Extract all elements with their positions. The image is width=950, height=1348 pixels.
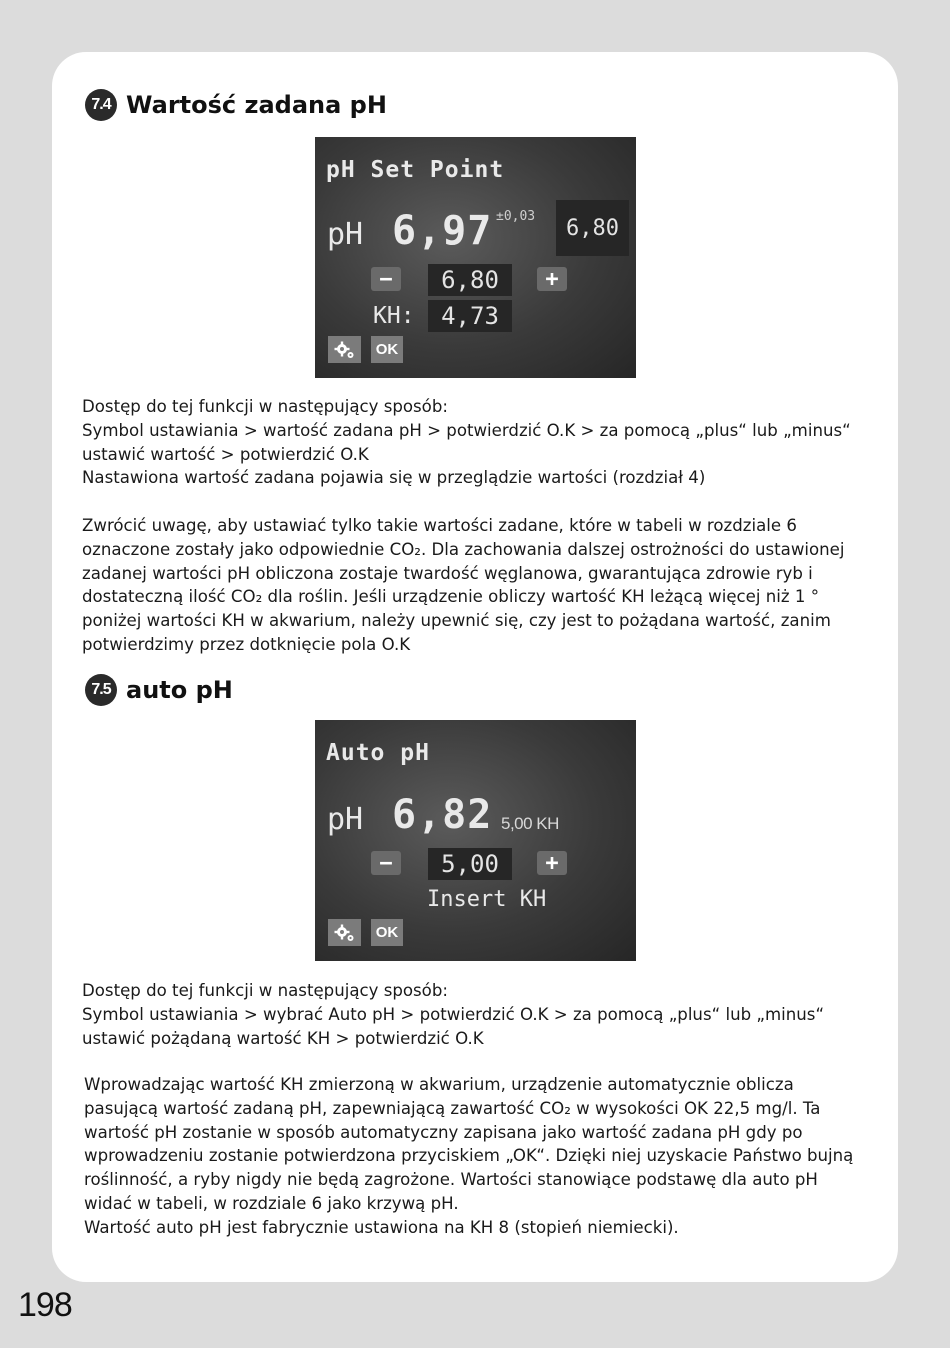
text-line: Nastawiona wartość zadana pojawia się w przeglądzie wartości (rozdział 4) <box>82 468 706 488</box>
note-paragraph <box>82 514 845 657</box>
plus-button[interactable]: + <box>537 267 567 291</box>
ok-button[interactable]: OK <box>371 336 403 363</box>
kh-label: KH: <box>373 303 415 329</box>
ph-set-point-screen <box>315 137 636 378</box>
section-number-badge: 7.4 <box>85 89 117 121</box>
text-line: zadanej wartości pH obliczona zostaje twardość węglanowa, gwarantująca zdrowie ryb i <box>82 563 813 583</box>
section-heading-7-4 <box>85 89 387 121</box>
text-line: wartość pH zostanie w sposób automatyczny zapisana jako wartość zadana pH gdy po <box>84 1122 803 1142</box>
text-line: Dostęp do tej funkcji w następujący sposób: <box>82 397 448 416</box>
text-line: wprowadzeniu zostanie potwierdzona przyciskiem „OK“. Dzięki niej uzyskacie Państwo bujną <box>84 1146 854 1166</box>
section-title: Wartość zadana pH <box>126 91 387 119</box>
setpoint-value: 6,80 <box>428 264 512 296</box>
text-line: potwierdzimy przez dotknięcie pola O.K <box>82 634 411 654</box>
access-instructions-paragraph <box>82 979 824 1050</box>
plus-button[interactable]: + <box>537 851 567 875</box>
ph-value: 6,97 <box>392 208 493 254</box>
gear-icon <box>334 340 356 360</box>
text-line: Zwrócić uwagę, aby ustawiać tylko takie wartości zadane, które w tabeli w rozdziale 6 <box>82 516 797 535</box>
kh-display: 5,00 KH <box>501 814 559 833</box>
target-value-display: 6,80 <box>556 200 629 256</box>
text-line: Wartość auto pH jest fabrycznie ustawiona na KH 8 (stopień niemiecki). <box>84 1217 679 1237</box>
auto-ph-screen <box>315 720 636 961</box>
minus-button[interactable]: − <box>371 851 401 875</box>
kh-value: 4,73 <box>428 300 512 332</box>
ph-label: pH <box>327 217 364 252</box>
description-paragraph <box>84 1073 853 1240</box>
minus-button[interactable]: − <box>371 267 401 291</box>
tolerance-label: ±0,03 <box>496 209 536 224</box>
section-title: auto pH <box>126 676 233 704</box>
ph-label: pH <box>327 802 364 837</box>
text-line: dostateczną ilość CO₂ dla roślin. Jeśli urządzenie obliczy wartość KH leżącą więcej niż 1 ° <box>82 587 820 607</box>
text-line: pasującą wartość zadaną pH, zapewniającą zawartość CO₂ w wysokości OK 22,5 mg/l. Ta <box>84 1098 821 1118</box>
page-number: 198 <box>18 1286 72 1324</box>
text-line: oznaczone zostały jako odpowiednie CO₂. Dla zachowania dalszej ostrożności do ustawionej <box>82 539 845 559</box>
ph-value: 6,82 <box>392 792 493 838</box>
screen-title: pH Set Point <box>326 157 505 183</box>
ok-button[interactable]: OK <box>371 919 403 946</box>
text-line: Symbol ustawiania > wybrać Auto pH > potwierdzić O.K > za pomocą „plus“ lub „minus“ <box>82 1004 825 1024</box>
text-line: widać w tabeli, w rozdziale 6 jako krzywą pH. <box>84 1193 459 1213</box>
text-line: ustawić wartość > potwierdzić O.K <box>82 444 369 464</box>
section-heading-7-5 <box>85 674 233 706</box>
text-line: poniżej wartości KH w akwarium, należy upewnić się, czy jest to pożądana wartość, zanim <box>82 611 831 631</box>
access-instructions-paragraph <box>82 395 851 490</box>
kh-input-value: 5,00 <box>428 848 512 880</box>
insert-kh-label: Insert KH <box>427 887 547 912</box>
screen-title: Auto pH <box>326 740 430 766</box>
section-number-badge: 7.5 <box>85 674 117 706</box>
text-line: Symbol ustawiania > wartość zadana pH > potwierdzić O.K > za pomocą „plus“ lub „minus“ <box>82 420 851 440</box>
text-line: Dostęp do tej funkcji w następujący sposób: <box>82 981 448 1000</box>
text-line: roślinność, a ryby nigdy nie będą zagrożone. Wartości stanowiące podstawę dla auto pH <box>84 1170 818 1190</box>
settings-button[interactable] <box>328 336 361 363</box>
settings-button[interactable] <box>328 919 361 946</box>
text-line: Wprowadzając wartość KH zmierzoną w akwarium, urządzenie automatycznie oblicza <box>84 1075 794 1094</box>
text-line: ustawić pożądaną wartość KH > potwierdzić O.K <box>82 1028 484 1048</box>
gear-icon <box>334 923 356 943</box>
